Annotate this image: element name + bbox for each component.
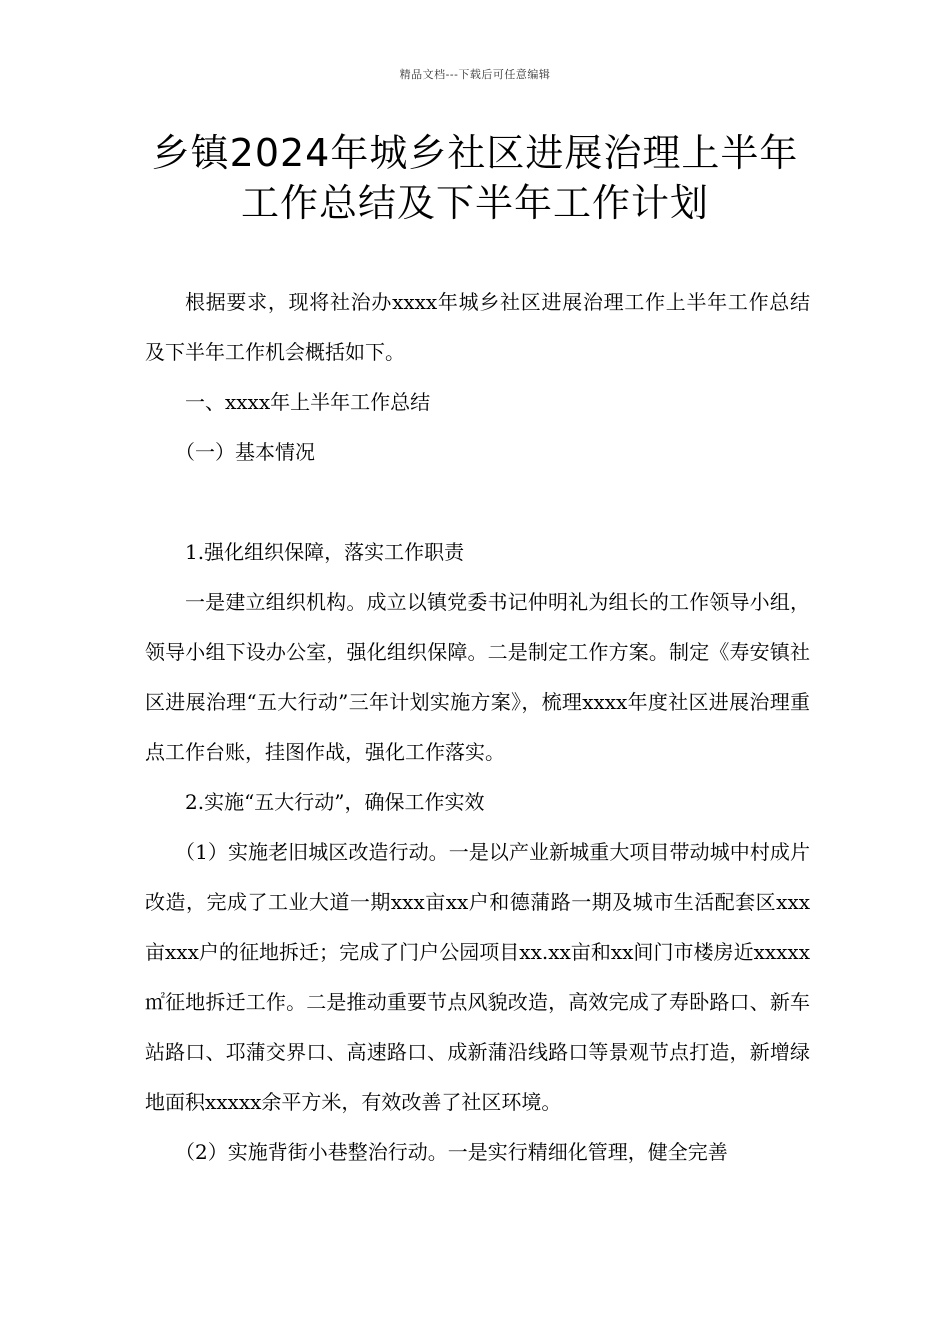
title-line-2: 工作总结及下半年工作计划 [240, 181, 709, 225]
title-line-1: 乡镇2024年城乡社区进展治理上半年 [151, 131, 799, 175]
item-2-heading: 2.实施“五大行动”，确保工作实效 [185, 790, 485, 814]
header-note: 精品文档---下载后可任意编辑 [399, 68, 551, 81]
document-body [145, 277, 810, 1177]
item-1-paragraph: 一是建立组织机构。成立以镇党委书记仲明礼为组长的工作领导小组，领导小组下设办公室，强化组织保障。二是制定工作方案。制定《寿安镇社区进展治理“五大行动”三年计划实施方案》，梳理xxxx年度社区进展治理重点工作台账，挂图作战，强化工作落实。 [145, 590, 810, 764]
document-title [0, 128, 950, 228]
section-heading-1: 一、xxxx年上半年工作总结 [185, 390, 431, 414]
subsection-heading-1: （一）基本情况 [175, 440, 315, 464]
item-2-paragraph-1: （1）实施老旧城区改造行动。一是以产业新城重大项目带动城中村成片改造，完成了工业大道一期xxx亩xx户和德蒲路一期及城市生活配套区xxx亩xxx户的征地拆迁；完成了门户公园项目xx.xx亩和xx间门市楼房近xxxxx㎡征地拆迁工作。二是推动重要节点风貌改造，高效完成了寿卧路口、新车站路口、邛蒲交界口、高速路口、成新蒲沿线路口等景观节点打造，新增绿地面积xxxxx余平方米，有效改善了社区环境。 [145, 840, 810, 1114]
intro-paragraph: 根据要求，现将社治办xxxx年城乡社区进展治理工作上半年工作总结及下半年工作机会概括如下。 [145, 290, 810, 364]
item-2-paragraph-2: （2）实施背街小巷整治行动。一是实行精细化管理，健全完善 [175, 1140, 728, 1164]
blank-line [145, 477, 810, 527]
item-1-heading: 1.强化组织保障，落实工作职责 [185, 540, 465, 564]
